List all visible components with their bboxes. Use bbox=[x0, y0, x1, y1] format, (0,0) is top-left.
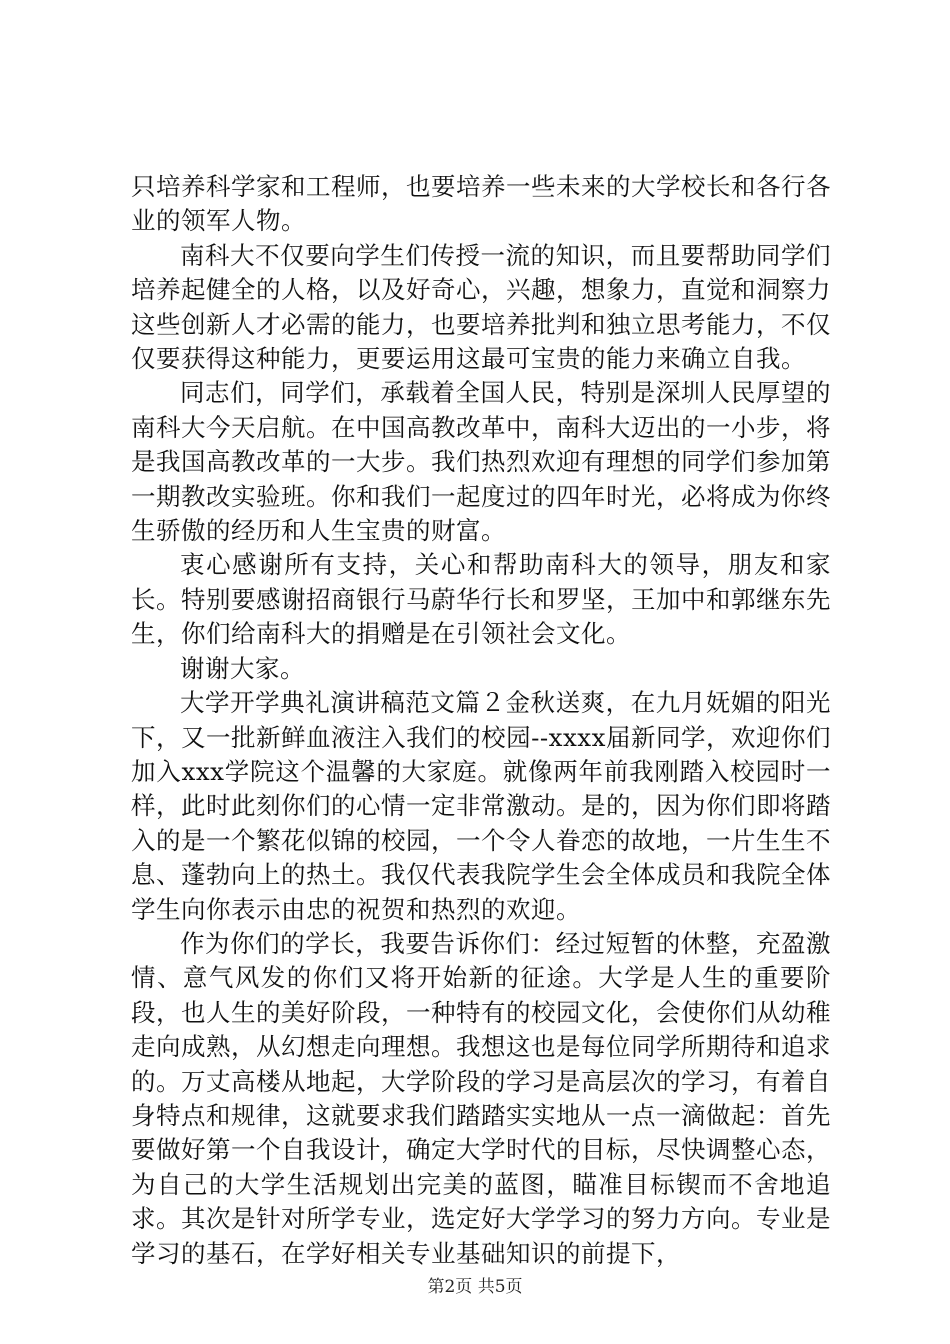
paragraph-1: 只培养科学家和工程师，也要培养一些未来的大学校长和各行各业的领军人物。 bbox=[131, 172, 831, 236]
paragraph-2: 南科大不仅要向学生们传授一流的知识，而且要帮助同学们培养起健全的人格，以及好奇心，兴趣，想象力，直觉和洞察力这些创新人才必需的能力，也要培养批判和独立思考能力，不仅仅要获得这种能力，更要运用这最可宝贵的能力来确立自我。 bbox=[131, 240, 831, 374]
page-footer: 第2页 共5页 bbox=[427, 1277, 523, 1297]
paragraph-6: 大学开学典礼演讲稿范文篇２金秋送爽，在九月妩媚的阳光下，又一批新鲜血液注入我们的校园--xxxx届新同学，欢迎你们加入xxx学院这个温馨的大家庭。就像两年前我刚踏入校园时一样，此时此刻你们的心情一定非常激动。是的，因为你们即将踏入的是一个繁花似锦的校园，一个令人眷恋的故地，一片生生不息、蓬勃向上的热土。我仅代表我院学生会全体成员和我院全体学生向你表示由忠的祝贺和热烈的欢迎。 bbox=[131, 688, 831, 924]
paragraph-4: 衷心感谢所有支持，关心和帮助南科大的领导，朋友和家长。特别要感谢招商银行马蔚华行长和罗坚，王加中和郭继东先生，你们给南科大的捐赠是在引领社会文化。 bbox=[131, 550, 831, 649]
document-body bbox=[131, 170, 831, 1271]
paragraph-3: 同志们，同学们，承载着全国人民，特别是深圳人民厚望的南科大今天启航。在中国高教改革中，南科大迈出的一小步，将是我国高教改革的一大步。我们热烈欢迎有理想的同学们参加第一期教改实验班。你和我们一起度过的四年时光，必将成为你终生骄傲的经历和人生宝贵的财富。 bbox=[131, 378, 831, 546]
paragraph-5: 谢谢大家。 bbox=[180, 653, 305, 683]
paragraph-7: 作为你们的学长，我要告诉你们：经过短暂的休整，充盈激情、意气风发的你们又将开始新的征途。大学是人生的重要阶段，也人生的美好阶段，一种特有的校园文化，会使你们从幼稚走向成熟，从幻想走向理想。我想这也是每位同学所期待和追求的。万丈高楼从地起，大学阶段的学习是高层次的学习，有着自身特点和规律，这就要求我们踏踏实实地从一点一滴做起：首先要做好第一个自我设计，确定大学时代的目标，尽快调整心态，为自己的大学生活规划出完美的蓝图，瞄准目标锲而不舍地追求。其次是针对所学专业，选定好大学学习的努力方向。专业是学习的基石，在学好相关专业基础知识的前提下， bbox=[131, 928, 831, 1268]
